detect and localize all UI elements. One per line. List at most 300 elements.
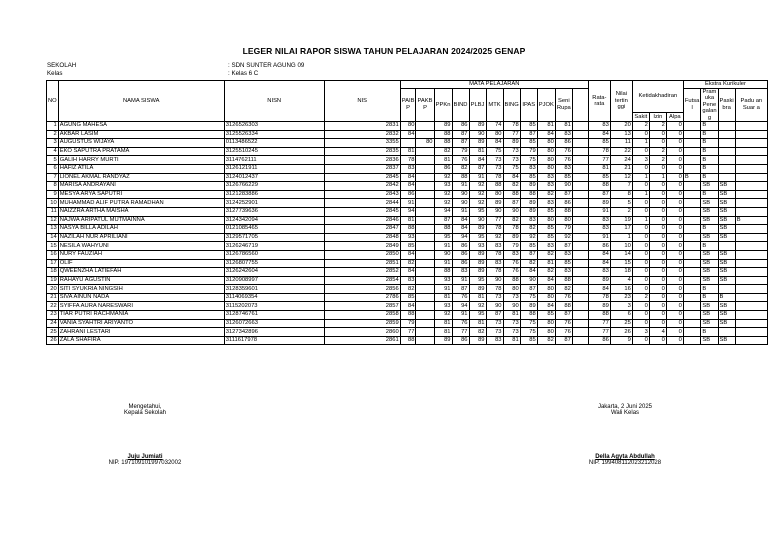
cell-pramuka: SB: [701, 182, 718, 191]
col-bind-header: BIND: [452, 88, 469, 122]
cell-alpa: 0: [666, 285, 683, 294]
cell-paskibra: [718, 285, 735, 294]
cell-pramuka: B: [701, 130, 718, 139]
cell-rata: 81: [588, 164, 610, 173]
cell-plbj: 87: [469, 164, 486, 173]
cell-bind: 84: [452, 216, 469, 225]
cell-ppkn: 88: [434, 225, 452, 234]
cell-nis: 2849: [324, 242, 400, 251]
cell-pakbp: [416, 328, 434, 337]
cell-nis: 2852: [324, 268, 400, 277]
cell-paskibra: [718, 147, 735, 156]
cell-padus: [735, 147, 767, 156]
cell-mtk: 90: [486, 276, 503, 285]
cell-pakbp: [416, 311, 434, 320]
cell-izin: 0: [649, 164, 666, 173]
cell-mtk: 78: [486, 173, 503, 182]
cell-alpa: 0: [666, 276, 683, 285]
cell-pjok: 80: [537, 164, 555, 173]
cell-padus: [735, 285, 767, 294]
cell-mtk: 77: [486, 216, 503, 225]
cell-seni: 86: [555, 199, 572, 208]
cell-nama: ZAHRANI LESTARI: [58, 328, 224, 337]
cell-alpa: 0: [666, 164, 683, 173]
cell-bind: 79: [452, 147, 469, 156]
cell-mtk: 89: [486, 199, 503, 208]
cell-alpa: 0: [666, 225, 683, 234]
cell-padus: [735, 302, 767, 311]
cell-futsal: [683, 336, 701, 345]
cell-ppkn: 82: [434, 147, 452, 156]
cell-bing: 76: [503, 268, 520, 277]
cell-paskibra: SB: [718, 225, 735, 234]
cell-pakbp: [416, 285, 434, 294]
cell-tertinggi: 19: [610, 216, 632, 225]
cell-pakbp: [416, 164, 434, 173]
cell-futsal: [683, 147, 701, 156]
cell-mtk: 78: [486, 285, 503, 294]
cell-ipas: 82: [520, 259, 537, 268]
cell-padus: [735, 122, 767, 131]
cell-plbj: 92: [469, 182, 486, 191]
cell-bind: 87: [452, 285, 469, 294]
cell-izin: 2: [649, 147, 666, 156]
cell-pakbp: [416, 276, 434, 285]
cell-tertinggi: 22: [610, 147, 632, 156]
cell-pakbp: [416, 319, 434, 328]
cell-ppkn: 87: [434, 216, 452, 225]
cell-futsal: [683, 302, 701, 311]
cell-seni: 76: [555, 293, 572, 302]
cell-pakbp: [416, 250, 434, 259]
table-row: [47, 250, 768, 259]
cell-blank: [572, 259, 588, 268]
cell-tertinggi: 4: [610, 276, 632, 285]
cell-plbj: 81: [469, 319, 486, 328]
cell-rata: 84: [588, 130, 610, 139]
cell-rata: 89: [588, 276, 610, 285]
cell-pramuka: B: [701, 164, 718, 173]
cell-pjok: 85: [537, 207, 555, 216]
cell-nama: EKO SAPUTRA PRATAMA: [58, 147, 224, 156]
cell-mtk: 83: [486, 242, 503, 251]
table-row: [47, 319, 768, 328]
cell-alpa: 0: [666, 302, 683, 311]
table-row: [47, 164, 768, 173]
cell-ppkn: 91: [434, 285, 452, 294]
cell-nis: 2846: [324, 216, 400, 225]
cell-pakbp: [416, 122, 434, 131]
cell-bind: 86: [452, 259, 469, 268]
cell-pjok: 80: [537, 319, 555, 328]
cell-blank: [572, 173, 588, 182]
cell-pramuka: SB: [701, 268, 718, 277]
cell-sakit: 0: [632, 302, 649, 311]
cell-nis: 2831: [324, 122, 400, 131]
cell-sakit: 1: [632, 173, 649, 182]
cell-plbj: 90: [469, 130, 486, 139]
cell-ppkn: 92: [434, 190, 452, 199]
col-pjok-header: PJOK: [537, 88, 555, 122]
cell-bing: 89: [503, 139, 520, 148]
cell-alpa: 0: [666, 139, 683, 148]
cell-seni: 76: [555, 328, 572, 337]
cell-futsal: [683, 190, 701, 199]
cell-izin: 0: [649, 130, 666, 139]
cell-bind: 76: [452, 293, 469, 302]
col-padus-header: Padu an Suar a: [735, 88, 767, 122]
cell-paibp: 83: [400, 164, 416, 173]
cell-nisn: 3114069354: [224, 293, 324, 302]
cell-ipas: 75: [520, 293, 537, 302]
cell-rata: 83: [588, 225, 610, 234]
cell-mtk: 78: [486, 250, 503, 259]
cell-nisn: 3127739636: [224, 207, 324, 216]
cell-sakit: 0: [632, 130, 649, 139]
cell-izin: 0: [649, 139, 666, 148]
cell-ipas: 85: [520, 242, 537, 251]
cell-sakit: 3: [632, 156, 649, 165]
cell-alpa: 0: [666, 336, 683, 345]
cell-nisn: 3126526303: [224, 122, 324, 131]
cell-paibp: 86: [400, 190, 416, 199]
cell-ppkn: 88: [434, 268, 452, 277]
cell-pramuka: B: [701, 156, 718, 165]
cell-plbj: 81: [469, 147, 486, 156]
cell-paskibra: SB: [718, 190, 735, 199]
cell-nis: 2857: [324, 302, 400, 311]
cell-pakbp: [416, 225, 434, 234]
cell-seni: 90: [555, 182, 572, 191]
cell-izin: 0: [649, 285, 666, 294]
cell-bind: 86: [452, 250, 469, 259]
cell-ipas: 89: [520, 182, 537, 191]
cell-sakit: 0: [632, 242, 649, 251]
cell-bind: 90: [452, 199, 469, 208]
sekolah-label: SEKOLAH: [47, 62, 77, 69]
cell-no: 11: [47, 207, 59, 216]
cell-ipas: 85: [520, 336, 537, 345]
cell-seni: 79: [555, 225, 572, 234]
cell-bind: 86: [452, 122, 469, 131]
cell-paskibra: B: [718, 293, 735, 302]
cell-bing: 73: [503, 319, 520, 328]
cell-bing: 73: [503, 147, 520, 156]
cell-pjok: 82: [537, 250, 555, 259]
cell-nama: MARISA ANDRAYANI: [58, 182, 224, 191]
col-pakbp-header: PAKB P: [416, 88, 434, 122]
cell-ppkn: 90: [434, 250, 452, 259]
cell-seni: 87: [555, 336, 572, 345]
cell-nama: AGUNG MAHESA: [58, 122, 224, 131]
cell-paibp: 94: [400, 207, 416, 216]
cell-padus: [735, 130, 767, 139]
cell-bind: 90: [452, 190, 469, 199]
cell-rata: 83: [588, 122, 610, 131]
cell-bing: 82: [503, 216, 520, 225]
cell-blank: [572, 164, 588, 173]
col-izin-header: Izin: [649, 113, 666, 122]
cell-no: 14: [47, 233, 59, 242]
cell-nisn: 3124252901: [224, 199, 324, 208]
cell-ppkn: 88: [434, 130, 452, 139]
cell-nisn: 3127342896: [224, 328, 324, 337]
cell-nis: 2786: [324, 293, 400, 302]
cell-padus: [735, 311, 767, 320]
cell-tertinggi: 23: [610, 293, 632, 302]
cell-pramuka: SB: [701, 250, 718, 259]
cell-mtk: 90: [486, 302, 503, 311]
cell-paibp: 88: [400, 311, 416, 320]
cell-bind: 76: [452, 319, 469, 328]
cell-pakbp: [416, 173, 434, 182]
cell-mtk: 73: [486, 156, 503, 165]
cell-blank: [572, 147, 588, 156]
cell-no: 17: [47, 259, 59, 268]
cell-paibp: 82: [400, 259, 416, 268]
cell-seni: 92: [555, 233, 572, 242]
cell-tertinggi: 7: [610, 182, 632, 191]
cell-pakbp: [416, 190, 434, 199]
cell-tertinggi: 15: [610, 259, 632, 268]
cell-seni: 88: [555, 302, 572, 311]
cell-paskibra: SB: [718, 319, 735, 328]
cell-nisn: 3126766229: [224, 182, 324, 191]
cell-tertinggi: 1: [610, 233, 632, 242]
cell-no: 10: [47, 199, 59, 208]
cell-nis: 3355: [324, 139, 400, 148]
cell-no: 20: [47, 285, 59, 294]
cell-pramuka: B: [701, 190, 718, 199]
cell-blank: [572, 139, 588, 148]
cell-pjok: 84: [537, 276, 555, 285]
cell-izin: 0: [649, 182, 666, 191]
right-signer-nip: NIP. 199408112023212028: [588, 460, 662, 466]
cell-nama: QWEENZHA LATIEFAH: [58, 268, 224, 277]
cell-nis: 2845: [324, 173, 400, 182]
cell-padus: [735, 242, 767, 251]
cell-izin: 0: [649, 336, 666, 345]
cell-nisn: 3126786560: [224, 250, 324, 259]
cell-pjok: 85: [537, 225, 555, 234]
cell-blank: [572, 293, 588, 302]
cell-bind: 87: [452, 139, 469, 148]
cell-nisn: 3126807755: [224, 259, 324, 268]
cell-ipas: 92: [520, 233, 537, 242]
cell-pjok: 80: [537, 285, 555, 294]
cell-paibp: 81: [400, 147, 416, 156]
cell-rata: 84: [588, 250, 610, 259]
cell-sakit: 0: [632, 207, 649, 216]
col-plbj-header: PLBJ: [469, 88, 486, 122]
cell-futsal: [683, 276, 701, 285]
cell-plbj: 95: [469, 276, 486, 285]
table-row: [47, 122, 768, 131]
cell-paskibra: SB: [718, 233, 735, 242]
cell-pramuka: SB: [701, 233, 718, 242]
cell-futsal: [683, 293, 701, 302]
cell-plbj: 92: [469, 199, 486, 208]
cell-paskibra: [718, 139, 735, 148]
cell-nama: RAHAYU AGUSTIN: [58, 276, 224, 285]
cell-bind: 87: [452, 130, 469, 139]
cell-seni: 83: [555, 250, 572, 259]
col-mtk-header: MTK: [486, 88, 503, 122]
table-row: [47, 276, 768, 285]
cell-pjok: 80: [537, 147, 555, 156]
cell-rata: 77: [588, 319, 610, 328]
cell-bind: 86: [452, 336, 469, 345]
cell-pramuka: SB: [701, 336, 718, 345]
cell-ppkn: 89: [434, 336, 452, 345]
cell-ipas: 75: [520, 156, 537, 165]
cell-bing: 88: [503, 276, 520, 285]
cell-paibp: 85: [400, 242, 416, 251]
cell-mtk: 88: [486, 182, 503, 191]
cell-mtk: 78: [486, 268, 503, 277]
cell-ppkn: 91: [434, 242, 452, 251]
col-rata-header: Rata-rata: [588, 81, 610, 122]
cell-bing: 83: [503, 250, 520, 259]
cell-blank: [572, 336, 588, 345]
cell-ppkn: 81: [434, 293, 452, 302]
cell-rata: 88: [588, 311, 610, 320]
cell-nisn: 3126242604: [224, 268, 324, 277]
cell-ipas: 85: [520, 122, 537, 131]
cell-nama: MESYA ARYA SAPUTRI: [58, 190, 224, 199]
cell-plbj: 95: [469, 311, 486, 320]
cell-tertinggi: 8: [610, 190, 632, 199]
cell-pramuka: SB: [701, 199, 718, 208]
cell-bind: 91: [452, 182, 469, 191]
cell-tertinggi: 25: [610, 319, 632, 328]
cell-paskibra: [718, 328, 735, 337]
cell-nis: 2835: [324, 147, 400, 156]
table-row: [47, 207, 768, 216]
cell-no: 5: [47, 156, 59, 165]
cell-rata: 83: [588, 216, 610, 225]
cell-nama: LIONEL AKMAL RANDYAZ: [58, 173, 224, 182]
cell-pramuka: SB: [701, 311, 718, 320]
cell-tertinggi: 18: [610, 268, 632, 277]
cell-blank: [572, 233, 588, 242]
cell-mtk: 74: [486, 122, 503, 131]
cell-ppkn: 81: [434, 156, 452, 165]
cell-seni: 87: [555, 242, 572, 251]
cell-tertinggi: 21: [610, 164, 632, 173]
cell-nis: 2858: [324, 311, 400, 320]
cell-paibp: 81: [400, 216, 416, 225]
cell-pakbp: [416, 336, 434, 345]
cell-sakit: 0: [632, 268, 649, 277]
cell-seni: 88: [555, 207, 572, 216]
cell-paskibra: SB: [718, 207, 735, 216]
cell-seni: 83: [555, 130, 572, 139]
table-row: [47, 147, 768, 156]
table-row: [47, 173, 768, 182]
cell-nama: NAIZZRA ARTHA MAISHA: [58, 207, 224, 216]
table-row: [47, 311, 768, 320]
cell-rata: 84: [588, 285, 610, 294]
cell-alpa: 0: [666, 130, 683, 139]
cell-plbj: 89: [469, 225, 486, 234]
col-ipas-header: IPAS: [520, 88, 537, 122]
cell-nama: HAFIZ ATILA: [58, 164, 224, 173]
cell-paskibra: [718, 156, 735, 165]
cell-pramuka: B: [701, 242, 718, 251]
cell-tertinggi: 24: [610, 156, 632, 165]
cell-sakit: 0: [632, 164, 649, 173]
cell-blank: [572, 242, 588, 251]
table-row: [47, 259, 768, 268]
cell-izin: 0: [649, 233, 666, 242]
cell-ppkn: 91: [434, 259, 452, 268]
cell-nisn: 3124342094: [224, 216, 324, 225]
cell-nama: SYIFFA AURA NARESWARI: [58, 302, 224, 311]
cell-sakit: 1: [632, 139, 649, 148]
cell-nis: 2847: [324, 225, 400, 234]
table-row: [47, 156, 768, 165]
cell-nama: NAZILAH NUR APRILIANI: [58, 233, 224, 242]
cell-padus: [735, 293, 767, 302]
cell-tertinggi: 11: [610, 139, 632, 148]
cell-mtk: 78: [486, 225, 503, 234]
cell-nis: 2845: [324, 207, 400, 216]
cell-izin: 0: [649, 225, 666, 234]
cell-pakbp: [416, 242, 434, 251]
cell-blank: [572, 190, 588, 199]
cell-tertinggi: 10: [610, 242, 632, 251]
cell-plbj: 89: [469, 285, 486, 294]
cell-ppkn: 92: [434, 173, 452, 182]
cell-paibp: 78: [400, 156, 416, 165]
cell-padus: [735, 164, 767, 173]
cell-blank: [572, 328, 588, 337]
cell-pakbp: [416, 259, 434, 268]
cell-futsal: [683, 130, 701, 139]
cell-futsal: [683, 285, 701, 294]
cell-tertinggi: 26: [610, 328, 632, 337]
cell-paibp: 91: [400, 199, 416, 208]
cell-izin: 0: [649, 276, 666, 285]
cell-bind: 84: [452, 225, 469, 234]
cell-padus: [735, 336, 767, 345]
cell-pakbp: [416, 302, 434, 311]
cell-blank: [572, 207, 588, 216]
col-no-header: NO: [47, 81, 59, 122]
cell-bing: 88: [503, 190, 520, 199]
cell-tertinggi: 17: [610, 225, 632, 234]
cell-pramuka: B: [701, 173, 718, 182]
cell-bing: 76: [503, 259, 520, 268]
cell-no: 23: [47, 311, 59, 320]
cell-seni: 83: [555, 164, 572, 173]
cell-blank: [572, 122, 588, 131]
cell-seni: 76: [555, 147, 572, 156]
cell-pakbp: [416, 130, 434, 139]
cell-paskibra: SB: [718, 268, 735, 277]
cell-rata: 85: [588, 139, 610, 148]
cell-nis: 2860: [324, 328, 400, 337]
cell-paskibra: [718, 164, 735, 173]
cell-pramuka: B: [701, 147, 718, 156]
cell-ppkn: 81: [434, 328, 452, 337]
cell-alpa: 0: [666, 328, 683, 337]
cell-nis: 2837: [324, 164, 400, 173]
cell-izin: 0: [649, 216, 666, 225]
cell-futsal: [683, 311, 701, 320]
cell-nis: 2856: [324, 285, 400, 294]
